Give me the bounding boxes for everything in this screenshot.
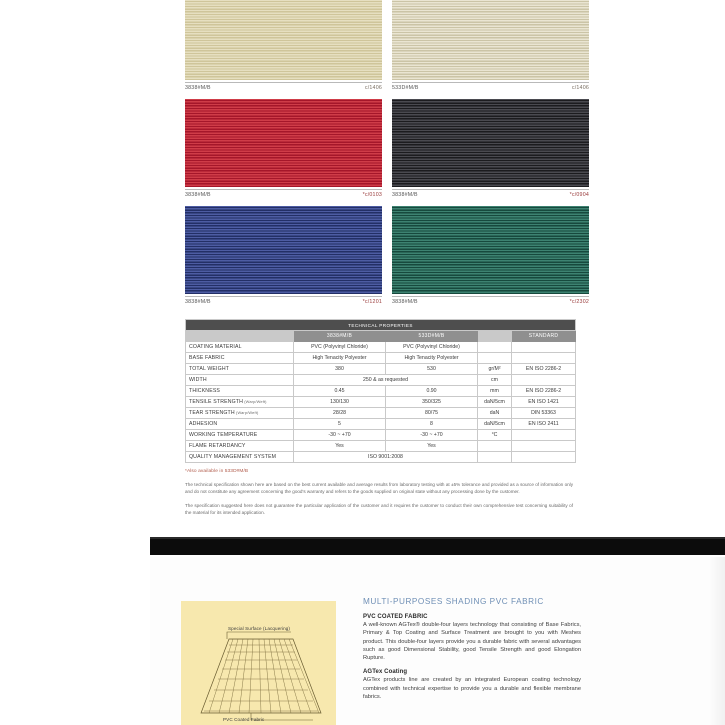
table-row — [186, 452, 576, 463]
diagram-label-special-surface: Special Surface (Lacquering) — [228, 626, 291, 631]
table-row — [186, 430, 576, 441]
row-value-533d: 80/75 — [386, 408, 478, 419]
row-value-533d: High Tenacity Polyester — [386, 353, 478, 364]
swatch-color-code: *c/2302 — [569, 299, 589, 305]
row-standard: EN ISO 1421 — [512, 397, 576, 408]
row-standard — [512, 430, 576, 441]
disclaimer-paragraph-2: The specification suggested here does not guarantee the particular application of the customer and it requires the customer to conduct their own comprehensive test concerning suitability of the material for its intended application. — [185, 503, 573, 516]
table-row — [186, 419, 576, 430]
row-label: ADHESION — [186, 419, 294, 430]
row-standard — [512, 353, 576, 364]
row-label: WORKING TEMPERATURE — [186, 430, 294, 441]
table-row — [186, 353, 576, 364]
row-standard — [512, 375, 576, 386]
swatch-name: 533D#M/B — [392, 85, 419, 91]
row-value-3838: 5 — [294, 419, 386, 430]
row-label-sub: (Warp/Weft) — [243, 399, 267, 404]
row-value-merged: 250 & as requested — [294, 375, 478, 386]
row-value-3838: Yes — [294, 441, 386, 452]
copy-section-body: AGTex products line are created by an integrated European coating technology combined with technical expertise to provide you a durable and flexible membrane fabrics. — [363, 677, 581, 700]
row-standard: EN ISO 2411 — [512, 419, 576, 430]
row-unit: cm — [478, 375, 512, 386]
row-label: BASE FABRIC — [186, 353, 294, 364]
table-header-blank — [186, 331, 294, 342]
row-value-533d: 530 — [386, 364, 478, 375]
row-unit — [478, 452, 512, 463]
table-header-row — [186, 331, 576, 342]
footnote-also-available: *Also available in 533D#M/B — [185, 469, 249, 474]
table-row — [186, 364, 576, 375]
row-unit: daN/5cm — [478, 419, 512, 430]
row-unit — [478, 441, 512, 452]
swatch-name: 3838#M/B — [185, 192, 211, 198]
row-standard — [512, 452, 576, 463]
swatch-image — [185, 0, 382, 80]
row-value-533d: 350/325 — [386, 397, 478, 408]
table-row — [186, 408, 576, 419]
copy-section-heading: AGTex Coating — [363, 669, 408, 676]
row-label: WIDTH — [186, 375, 294, 386]
row-value-3838: PVC (Polyvinyl Chloride) — [294, 342, 386, 353]
row-label: TOTAL WEIGHT — [186, 364, 294, 375]
disclaimer-paragraph-1: The technical specification shown here are based on the best current available and average results from laboratory testing with at ±5% tolerance and provided as a source of information only and do not constitute any agreement concerning the good's warranty and refers to the goods supplied on original state without any processing done by the customer. — [185, 482, 573, 495]
table-header-3838: 3838#M/B — [294, 331, 386, 342]
table-row — [186, 441, 576, 452]
row-value-merged: ISO 9001:2008 — [294, 452, 478, 463]
copy-section-body: A well-known AGTex® double-four layers technology that consisting of Base Fabrics, Primary & Top Coating and Surface Treatment are brought to you with Meshes product. This double-four layers provide you a durable fabric with several advantages such as good Dimensional Stability, good Tensile Strength and good Elongation Rupture. — [363, 622, 581, 662]
row-standard: EN ISO 2286-2 — [512, 386, 576, 397]
swatch-color-code: *c/1201 — [362, 299, 382, 305]
swatch-image — [185, 206, 382, 294]
swatch-caption — [185, 82, 382, 91]
mesh-perspective-illustration — [181, 601, 336, 725]
left-page-margin — [0, 557, 150, 725]
row-value-533d: 0.90 — [386, 386, 478, 397]
product-copy — [363, 597, 581, 708]
swatch-cell — [185, 0, 382, 91]
row-unit — [478, 353, 512, 364]
row-standard: DIN 53363 — [512, 408, 576, 419]
swatch-caption — [392, 296, 589, 305]
swatch-color-code: *c/0904 — [569, 192, 589, 198]
table-header-533d: 533D#M/B — [386, 331, 478, 342]
product-heading: MULTI-PURPOSES SHADING PVC FABRIC — [363, 597, 544, 606]
swatch-caption — [185, 296, 382, 305]
row-unit — [478, 342, 512, 353]
row-value-533d: 8 — [386, 419, 478, 430]
row-unit: daN/5cm — [478, 397, 512, 408]
row-value-533d: PVC (Polyvinyl Chloride) — [386, 342, 478, 353]
swatch-image — [392, 99, 589, 187]
diagram-label-pvc-coated-fabric: PVC Coated Fabric — [223, 717, 265, 722]
row-value-3838: -30 ~ +70 — [294, 430, 386, 441]
row-value-3838: 130/130 — [294, 397, 386, 408]
swatch-name: 3838#M/B — [185, 299, 211, 305]
row-label-sub: (Warp/Weft) — [234, 410, 259, 415]
table-row — [186, 342, 576, 353]
fabric-layers-diagram — [181, 601, 336, 725]
swatch-caption — [185, 189, 382, 198]
swatch-cell — [392, 99, 589, 198]
swatch-cell — [185, 99, 382, 198]
row-standard: EN ISO 2286-2 — [512, 364, 576, 375]
table-row — [186, 375, 576, 386]
row-label: THICKNESS — [186, 386, 294, 397]
swatch-color-code: *c/0103 — [362, 192, 382, 198]
row-value-533d: Yes — [386, 441, 478, 452]
row-value-3838: 28/28 — [294, 408, 386, 419]
swatch-color-code: c/1406 — [364, 85, 382, 91]
row-label: FLAME RETARDANCY — [186, 441, 294, 452]
row-standard — [512, 441, 576, 452]
row-value-3838: High Tenacity Polyester — [294, 353, 386, 364]
swatch-name: 3838#M/B — [392, 299, 418, 305]
technical-properties-table — [185, 319, 576, 463]
swatch-name: 3838#M/B — [392, 192, 418, 198]
swatch-grid — [185, 0, 589, 313]
swatch-cell — [392, 0, 589, 91]
table-row — [186, 397, 576, 408]
row-label: COATING MATERIAL — [186, 342, 294, 353]
swatch-image — [392, 206, 589, 294]
swatch-cell — [392, 206, 589, 305]
swatch-cell — [185, 206, 382, 305]
table-header-unit — [478, 331, 512, 342]
copy-section-heading: PVC COATED FABRIC — [363, 614, 428, 620]
black-divider-bar — [150, 537, 725, 555]
catalog-sheet-bottom — [150, 557, 725, 725]
swatch-color-code: c/1406 — [571, 85, 589, 91]
table-row — [186, 386, 576, 397]
swatch-name: 3838#M/B — [185, 85, 211, 91]
table-body — [186, 342, 576, 463]
row-unit: °C — [478, 430, 512, 441]
swatch-image — [185, 99, 382, 187]
row-unit: gr/M² — [478, 364, 512, 375]
table-title: TECHNICAL PROPERTIES — [186, 320, 576, 331]
row-unit: daN — [478, 408, 512, 419]
swatch-image — [392, 0, 589, 80]
row-standard — [512, 342, 576, 353]
row-unit: mm — [478, 386, 512, 397]
row-value-3838: 380 — [294, 364, 386, 375]
row-value-3838: 0.45 — [294, 386, 386, 397]
row-label: TENSILE STRENGTH (Warp/Weft) — [186, 397, 294, 408]
swatch-caption — [392, 82, 589, 91]
page-edge-shadow — [709, 557, 725, 725]
row-label: QUALITY MANAGEMENT SYSTEM — [186, 452, 294, 463]
table-header-standard: STANDARD — [512, 331, 576, 342]
swatch-caption — [392, 189, 589, 198]
row-label: TEAR STRENGTH (Warp/Weft) — [186, 408, 294, 419]
row-value-533d: -30 ~ +70 — [386, 430, 478, 441]
